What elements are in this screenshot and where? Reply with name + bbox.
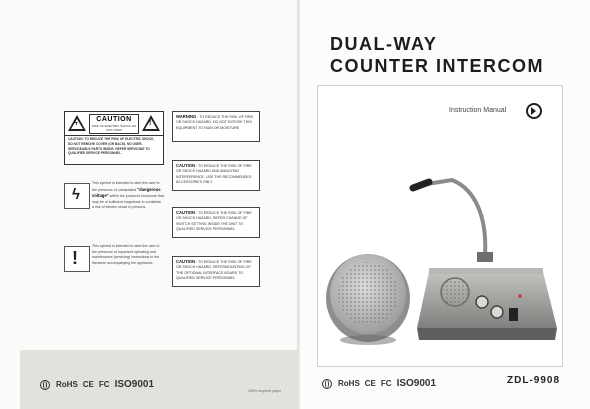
recycled-note: 100% recycled paper bbox=[248, 389, 281, 393]
console-base-unit bbox=[417, 268, 557, 340]
product-title-line2: COUNTER INTERCOM bbox=[330, 56, 544, 76]
arrow-right-icon bbox=[526, 103, 542, 119]
caution-box-switch: CAUTION : TO REDUCE THE RISK OF FIRE OR SHOCK HAZARD, REFER CHANGE OF SWITCH SETTING INSIDE THE UNIT TO QUALIFIED SERVICE PERSONNEL. bbox=[172, 207, 260, 238]
product-title-line1: DUAL-WAY bbox=[330, 34, 438, 54]
cover-certifications-row: RoHS CE FC ISO9001 bbox=[322, 378, 441, 389]
external-speaker bbox=[326, 254, 410, 345]
talk-knob bbox=[491, 306, 503, 318]
console-speaker-grille bbox=[441, 278, 469, 306]
globe-icon bbox=[40, 380, 50, 390]
maintenance-instructions-text: This symbol is intended to alert the user to the presence of important operating and maintenance (servicing) instructions in the literature accompanying the appliance. bbox=[92, 244, 160, 265]
dangerous-voltage-text: This symbol is intended to alert the user to the presence of uninsulated "dangerous voltage" within the product's enclosure that may be of sufficient magnitude to constitute a risk of electric shock to persons. bbox=[92, 181, 164, 210]
caution-label-header: ϟ CAUTION RISK OF ELECTRIC SHOCK DO NOT OPEN ! bbox=[65, 112, 163, 136]
warning-box-rain: WARNING : TO REDUCE THE RISK OF FIRE OR SHOCK HAZARD, DO NOT EXPOSE THIS EQUIPMENT TO RAIN OR MOISTURE bbox=[172, 111, 260, 142]
caution-subtitle: RISK OF ELECTRIC SHOCK DO NOT OPEN bbox=[91, 124, 137, 132]
model-number: ZDL-9908 bbox=[507, 375, 561, 386]
caution-title: CAUTION bbox=[96, 116, 132, 123]
caution-box-accessories: CAUTION : TO REDUCE THE RISK OF FIRE OR SHOCK HAZARD AND ANNOYING INTERFERENCE, USE THE RECOMMENDED ACCESSORIES ONLY bbox=[172, 160, 260, 191]
exclamation-icon: ! bbox=[64, 246, 90, 272]
lightning-icon: ϟ bbox=[64, 183, 90, 209]
caution-label-text: CAUTION: TO REDUCE THE RISK OF ELECTRIC SHOCK, DO NOT REMOVE COVER (OR BACK). NO USER-SERVICEABLE PARTS INSIDE. REFER SERVICING TO QUALIFIED SERVICE PERSONNEL. bbox=[68, 137, 155, 156]
caution-box-interface: CAUTION : TO REDUCE THE RISK OF FIRE OR SHOCK HAZARD, REFERMOUNTING OF THE OPTIONAL INTERFACE BOARD TO QUALIFIED SERVICE PERSONNEL. bbox=[172, 256, 260, 287]
caution-label bbox=[64, 111, 164, 165]
gooseneck-microphone bbox=[413, 180, 493, 262]
globe-icon bbox=[322, 379, 332, 389]
instruction-manual-label: Instruction Manual bbox=[449, 107, 507, 114]
power-led bbox=[518, 294, 522, 298]
certifications-row: RoHS CE FC ISO9001 bbox=[40, 379, 159, 390]
power-switch bbox=[509, 308, 518, 321]
volume-knob bbox=[476, 296, 488, 308]
caution-title-box bbox=[89, 114, 139, 134]
intercom-product-photo bbox=[317, 160, 563, 360]
